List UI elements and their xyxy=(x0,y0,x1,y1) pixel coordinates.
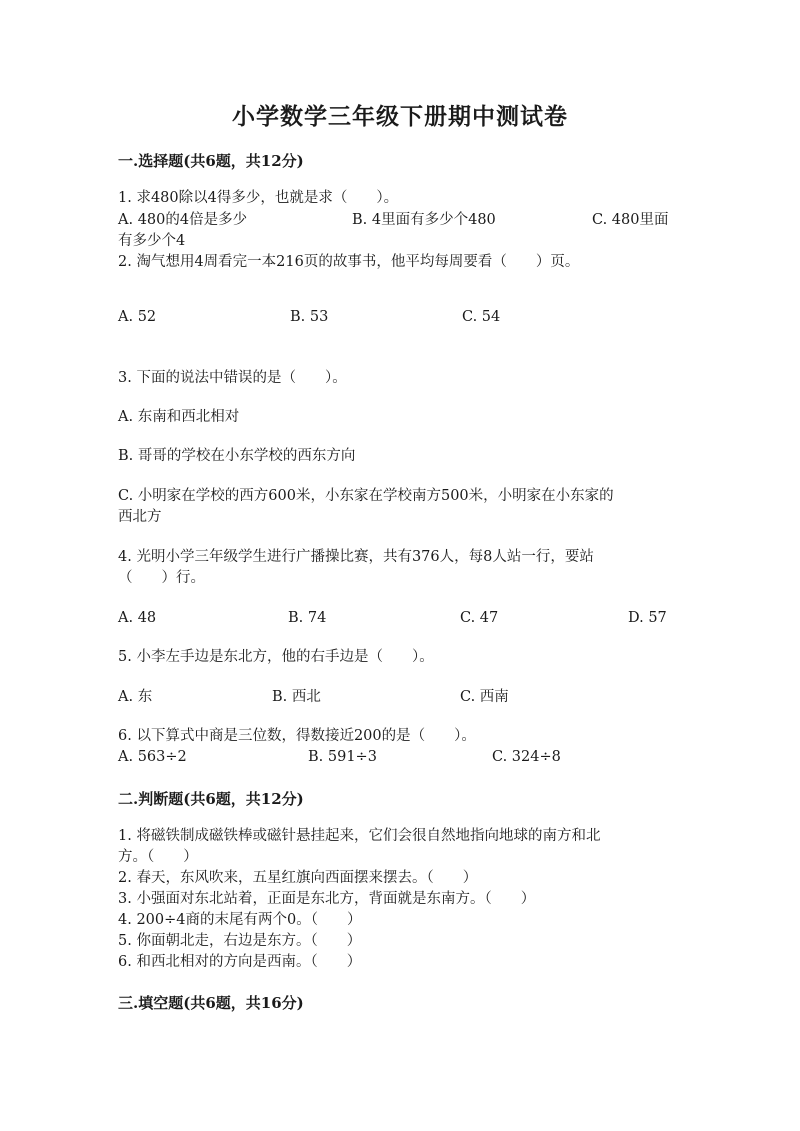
q3-option-b: B. 哥哥的学校在小东学校的西东方向 xyxy=(118,448,356,464)
q2-option-b: B. 53 xyxy=(290,309,329,325)
judgement-item: 1. 将磁铁制成磁铁棒或磁针悬挂起来，它们会很自然地指向地球的南方和北 xyxy=(118,828,601,844)
q4-stem-continued: （ ）行。 xyxy=(118,570,205,586)
judgement-item: 4. 200÷4商的末尾有两个0。（ ） xyxy=(118,912,362,928)
q2-stem: 2. 淘气想用4周看完一本216页的故事书，他平均每周要看（ ）页。 xyxy=(118,254,580,270)
q1-option-c-continued: 有多少个4 xyxy=(118,233,186,249)
q4-option-b: B. 74 xyxy=(288,610,327,626)
q5-option-c: C. 西南 xyxy=(460,689,509,705)
q2-option-a: A. 52 xyxy=(118,309,157,325)
q6-option-c: C. 324÷8 xyxy=(492,749,561,765)
q1-option-b: B. 4里面有多少个480 xyxy=(352,212,496,228)
q1-stem: 1. 求480除以4得多少，也就是求（ ）。 xyxy=(118,190,399,206)
judgement-item: 方。（ ） xyxy=(118,849,198,865)
judgement-item: 6. 和西北相对的方向是西南。（ ） xyxy=(118,954,362,970)
judgement-item: 5. 你面朝北走，右边是东方。（ ） xyxy=(118,933,362,949)
judgement-item: 3. 小强面对东北站着，正面是东北方，背面就是东南方。（ ） xyxy=(118,891,536,907)
q4-option-c: C. 47 xyxy=(460,610,499,626)
q1-option-a: A. 480的4倍是多少 xyxy=(118,212,248,228)
q6-option-a: A. 563÷2 xyxy=(118,749,187,765)
q3-option-a: A. 东南和西北相对 xyxy=(118,409,240,425)
q6-stem: 6. 以下算式中商是三位数，得数接近200的是（ ）。 xyxy=(118,728,476,744)
q5-option-a: A. 东 xyxy=(118,689,153,705)
section-heading-choice: 一.选择题(共6题，共12分) xyxy=(118,152,304,170)
q3-option-c: C. 小明家在学校的西方600米，小东家在学校南方500米，小明家在小东家的 xyxy=(118,488,614,504)
q3-stem: 3. 下面的说法中错误的是（ ）。 xyxy=(118,370,347,386)
q2-option-c: C. 54 xyxy=(462,309,501,325)
q4-option-d: D. 57 xyxy=(628,610,667,626)
q4-stem: 4. 光明小学三年级学生进行广播操比赛，共有376人，每8人站一行，要站 xyxy=(118,549,594,565)
q3-option-c-continued: 西北方 xyxy=(118,509,162,525)
q1-option-c: C. 480里面 xyxy=(592,212,669,228)
q5-option-b: B. 西北 xyxy=(272,689,321,705)
q5-stem: 5. 小李左手边是东北方，他的右手边是（ ）。 xyxy=(118,649,434,665)
section-heading-fill-in: 三.填空题(共6题，共16分) xyxy=(118,994,304,1012)
section-heading-judgement: 二.判断题(共6题，共12分) xyxy=(118,790,304,808)
judgement-item: 2. 春天，东风吹来，五星红旗向西面摆来摆去。（ ） xyxy=(118,870,478,886)
page-title: 小学数学三年级下册期中测试卷 xyxy=(232,103,568,130)
q6-option-b: B. 591÷3 xyxy=(308,749,377,765)
q4-option-a: A. 48 xyxy=(118,610,157,626)
